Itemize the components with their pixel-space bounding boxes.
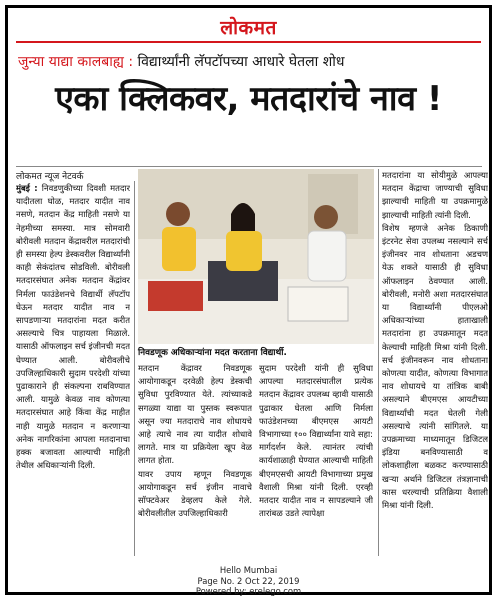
column-rule-1	[134, 181, 135, 556]
article-column-1	[16, 182, 130, 556]
photo-caption: निवडणूक अधिकाऱ्यांना मदत करताना विद्यार्थी.	[138, 348, 287, 358]
page-frame	[5, 5, 492, 595]
footer-edition: Hello Mumbai	[219, 565, 278, 575]
masthead-rule	[16, 41, 481, 43]
article-column-4: मतदारांना या सोयीमुळे आपल्या मतदान केंद्राचा जाण्याची सुविधा झाल्याची माहिती या उपक्रमामुळे झाल्याची माहिती त्यांनी दिली. विशेष म्हणजे अनेक ठिकाणी इंटरनेट सेवा उपलब्ध नसल्याने सर्च इंजीनवर नाव शोधताना अडचण येऊ शकते यासाठी ही सुविधा ऑफलाइन ठेवण्यात आली. बोरीवली, मनोरी अशा मतदारसंघात या विद्यार्थ्यांनी पीएलओ अधिकाऱ्यांच्या हाताखाली मतदारांना हा उपक्रमातून मदत केल्याची माहिती मिश्रा यांनी दिली. सर्च इंजीनवरून नाव शोधताना कोणत्या यादीत, कोणत्या विभागात नाव शोधायचे या तांत्रिक बाबी असल्याने बीएमएस आयटीच्या विद्यार्थ्यांची मदत घेतली गेली असल्याचे त्यांनी सांगितले. या उपक्रमाच्या माध्यमातून डिजिटल इंडिया बनविण्यासाठी व लोकशाहीला बळकट करण्यासाठी खऱ्या अर्थाने डिजिटल तंत्रज्ञानाची कास धरल्याची प्रतिक्रिया वैशाली मिश्रा यांनी दिली.	[382, 170, 488, 511]
footer-powered-by: Powered by: erelego.com	[195, 586, 302, 596]
masthead	[8, 14, 489, 40]
page-footer	[8, 565, 489, 597]
kicker-rest: विद्यार्थ्यांनी लॅपटॉपच्या आधारे घेतला शोध	[133, 54, 345, 70]
article-byline: लोकमत न्यूज नेटवर्क	[16, 172, 84, 182]
kicker-highlight: जुन्या याद्या कालबाह्य :	[18, 54, 134, 70]
article-headline: एका क्लिकवर, मतदारांचे नाव !	[55, 79, 442, 119]
article-kicker	[18, 52, 479, 72]
article-column-2: मतदान केंद्रावर निवडणूक आयोगाकडून दरवेळी हेल्प डेस्कची सुविधा पुरविण्यात येते. त्यांच्याकडे सगळ्या याद्या या पुस्तक स्वरूपात असून ज्या मतदाराचे नाव शोधायचे आहे त्याचे नाव त्या यादीत शोधावे लागते. मात्र या प्रक्रियेला खूप वेळ लागत होता. यावर उपाय म्हणून निवडणूक आयोगाकडून सर्च इंजीन नावाचे सॉफ्टवेअर डेव्हलप केले गेले. बोरीवलीतील उपजिल्हाधिकारी	[138, 363, 252, 519]
students-at-helpdesk-photo	[138, 169, 374, 344]
lokmat-logo: लोकमत	[220, 17, 277, 39]
article-column-3: सुदाम परदेशी यांनी ही सुविधा आपल्या मतदारसंघातील प्रत्येक मतदान केंद्रावर उपलब्ध व्हावी यासाठी पुढाकार घेतला आणि निर्मला फाउंडेशनच्या बीएमएस आयटी विभागाच्या १०० विद्यार्थ्यांना यावे सहा: मार्गदर्शन केले. त्यानंतर त्यांची कार्यशाळाही घेण्यात आल्याची माहिती बीएमएसची आयटी विभागाच्या प्रमुख वैशाली मिश्रा यांनी दिली. एरव्ही मतदार यादीत नाव न सापडल्याने जी तारांबळ उडते त्यापेक्षा	[259, 363, 373, 519]
column-1-text: निवडणुकीच्या दिवशी मतदार यादीतला घोळ, मतदार यादीत नाव नसणे, मतदान केंद्र माहिती नसणे या नेहमीच्या समस्या. मात्र सोमवारी बोरीवली मतदान केंद्रावरील मतदारांची ही समस्या हेल्प डेस्कवरील विद्यार्थ्यांनी काही सेकंदांतच सोडविली. बोरीवली मतदारसंघात अनेक मतदान केंद्रांवर निर्मला फाउंडेशनचे विद्यार्थी लॅपटॉप घेऊन मतदार यादीत नाव न सापडणाऱ्या मतदारांना मदत करीत असल्याचे चित्र पाहायला मिळाले. यासाठी ऑफलाइन सर्च इंजीनची मदत घेण्यात आली. बोरीवलीचे उपजिल्हाधिकारी सुदाम परदेशी यांच्या पुढाकाराने ही संकल्पना राबविण्यात आली. यामुळे केवळ नाव कोणत्या मतदारसंघात आहे किंवा केंद्र माहीत नाही यामुळे मतदान न करणाऱ्या अनेक नागरिकांना आपला मतदानाचा हक्क बजावता आल्याची माहिती तेथील अधिकाऱ्यांनी दिली.	[16, 183, 130, 471]
headline-rule	[16, 166, 482, 167]
dateline-place: मुंबई :	[16, 183, 38, 193]
footer-page-line: Page No. 2 Oct 22, 2019	[197, 575, 300, 586]
column-rule-3	[378, 169, 379, 556]
